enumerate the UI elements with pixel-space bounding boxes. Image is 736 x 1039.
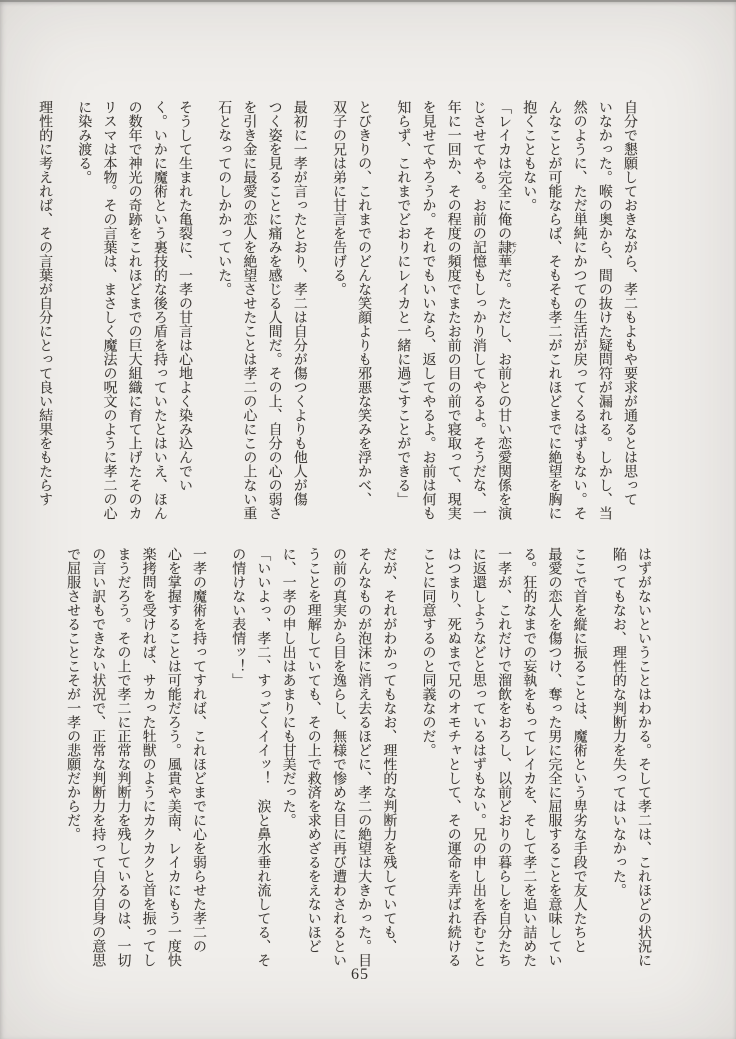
text-column: まうだろう。その上で孝二に正常な判断力を残しているのは、一切 (115, 547, 131, 967)
text-column: で屈服させることこそが一孝の悲願だからだ。 (65, 547, 81, 841)
text-column: 「レイカは完全に俺の隷華 モノ だ。ただし、お前との甘い恋愛関係を演 (496, 100, 518, 520)
text-column: 陥ってもなお、理性的な判断力を失ってはいなかった。 (610, 547, 626, 897)
text-column: 最初に一孝が言ったとおり、孝二は自分が傷つくよりも他人が傷 (291, 100, 307, 506)
text-column: そんなものが泡沫に消え去るほどに、孝二の絶望は大きかった。目 (356, 547, 372, 967)
text-column: ことに同意するのと同義なのだ。 (420, 547, 436, 757)
text-column: を見せてやろうか。それでもいいなら、返してやるよ。お前は何も (420, 100, 436, 520)
text-column: に、一孝の申し出はあまりにも甘美だった。 (280, 547, 296, 827)
furigana-annotation: モノ (509, 241, 518, 255)
text-column: 一孝が、これだけで溜飲をおろし、以前どおりの暮らしを自分たち (496, 547, 512, 967)
text-column: る。狂的なまでの妄執をもってレイカを、そして孝二を追い詰めた (521, 547, 537, 967)
text-column: の言い訳もできない状況で、正常な判断力を持って自分自身の意思 (90, 547, 106, 967)
text-column: 然のように、ただ単純にかつての生活が戻ってくるはずもない。そ (571, 100, 587, 520)
text-column: 石となってのしかかっていた。 (216, 100, 232, 296)
text-column: 自分で懇願しておきながら、孝二もよもや要求が通るとは思って (622, 100, 637, 506)
text-column: そうして生まれた亀裂に、一孝の甘言は心地よく染み込んでい (177, 100, 192, 492)
lower-text-block (60, 547, 656, 968)
text-column: うことを理解していても、その上で救済を求めざるをえないほど (305, 547, 321, 953)
text-column: 一孝の魔術を持ってすれば、これほどまでに心を弱らせた孝二の (191, 547, 206, 953)
text-column: じさせてやる。お前の記憶もしっかり消してやるよ。そうだな、一 (470, 100, 486, 520)
text-column: 抱くこともない。 (521, 100, 537, 212)
text-column: 年に一回か、その程度の頻度でまたお前の目の前で寝取って、現実 (445, 100, 461, 520)
text-column: を引き金に最愛の恋人を絶望させたことは孝二の心にこの上ない重 (241, 100, 257, 520)
text-column: んなことが可能ならば、そもそも孝二がこれほどまでに絶望を胸に (546, 100, 562, 520)
text-column: 双子の兄は弟に甘言を告げる。 (330, 100, 346, 296)
text-column: の情けない表情ッ！」 (230, 547, 246, 687)
text-column: 知らず、これまでどおりにレイカと一緒に過ごすことができる」 (395, 100, 411, 506)
text-column: の前の真実から目を逸らし、無様で惨めな目に再び遭わされるとい (330, 547, 346, 967)
text-column: だが、それがわかってもなお、理性的な判断力を残していても、 (381, 547, 397, 953)
text-column: 最愛の恋人を傷つけ、奪った男に完全に屈服することを意味してい (546, 547, 562, 967)
text-column: つく姿を見ることに痛みを感じる人間だ。その上、自分の心の弱さ (266, 100, 282, 520)
upper-text-block (32, 100, 656, 521)
text-column: 心を掌握することは可能だろう。風貴や美南、レイカにもう一度快 (165, 547, 181, 967)
text-column: はずがないということはわかる。そして孝二は、これほどの状況に (636, 547, 651, 967)
text-column: はつまり、死ぬまで兄のオモチャとして、その運命を弄ばれ続ける (445, 547, 461, 967)
text-column: とびきりの、これまでのどんな笑顔よりも邪悪な笑みを浮かべ、 (356, 100, 372, 506)
text-column: リスマは本物。その言葉は、まさしく魔法の呪文のように孝二の心 (101, 100, 117, 520)
text-column: に染み渡る。 (76, 100, 92, 184)
text-column: いなかった。喉の奥から、間の抜けた疑問符が漏れる。しかし、当 (596, 100, 612, 520)
text-column: の数年で神光の奇跡をこれほどまでの巨大組織に育て上げたそのカ (126, 100, 142, 520)
text-column: く。いかに魔術という裏技的な後ろ盾を持っていたとはいえ、ほん (151, 100, 167, 520)
text-column: 理性的に考えれば、その言葉が自分にとって良い結果をもたらす (37, 100, 53, 506)
text-column: ここで首を縦に振ることは、魔術という卑劣な手段で友人たちと (571, 547, 587, 953)
text-column: 楽拷問を受ければ、サカった牡獣のようにカクカクと首を振ってし (140, 547, 156, 967)
text-column: に返還しようなどと思っているはずもない。兄の申し出を呑むこと (470, 547, 486, 967)
ruby-base: 隷華 モノ (496, 240, 518, 268)
text-column: 「いいよっ、孝二、すっごくイイッ！ 涙と鼻水垂れ流してる、そ (255, 547, 271, 967)
page-number: 65 (351, 966, 369, 983)
